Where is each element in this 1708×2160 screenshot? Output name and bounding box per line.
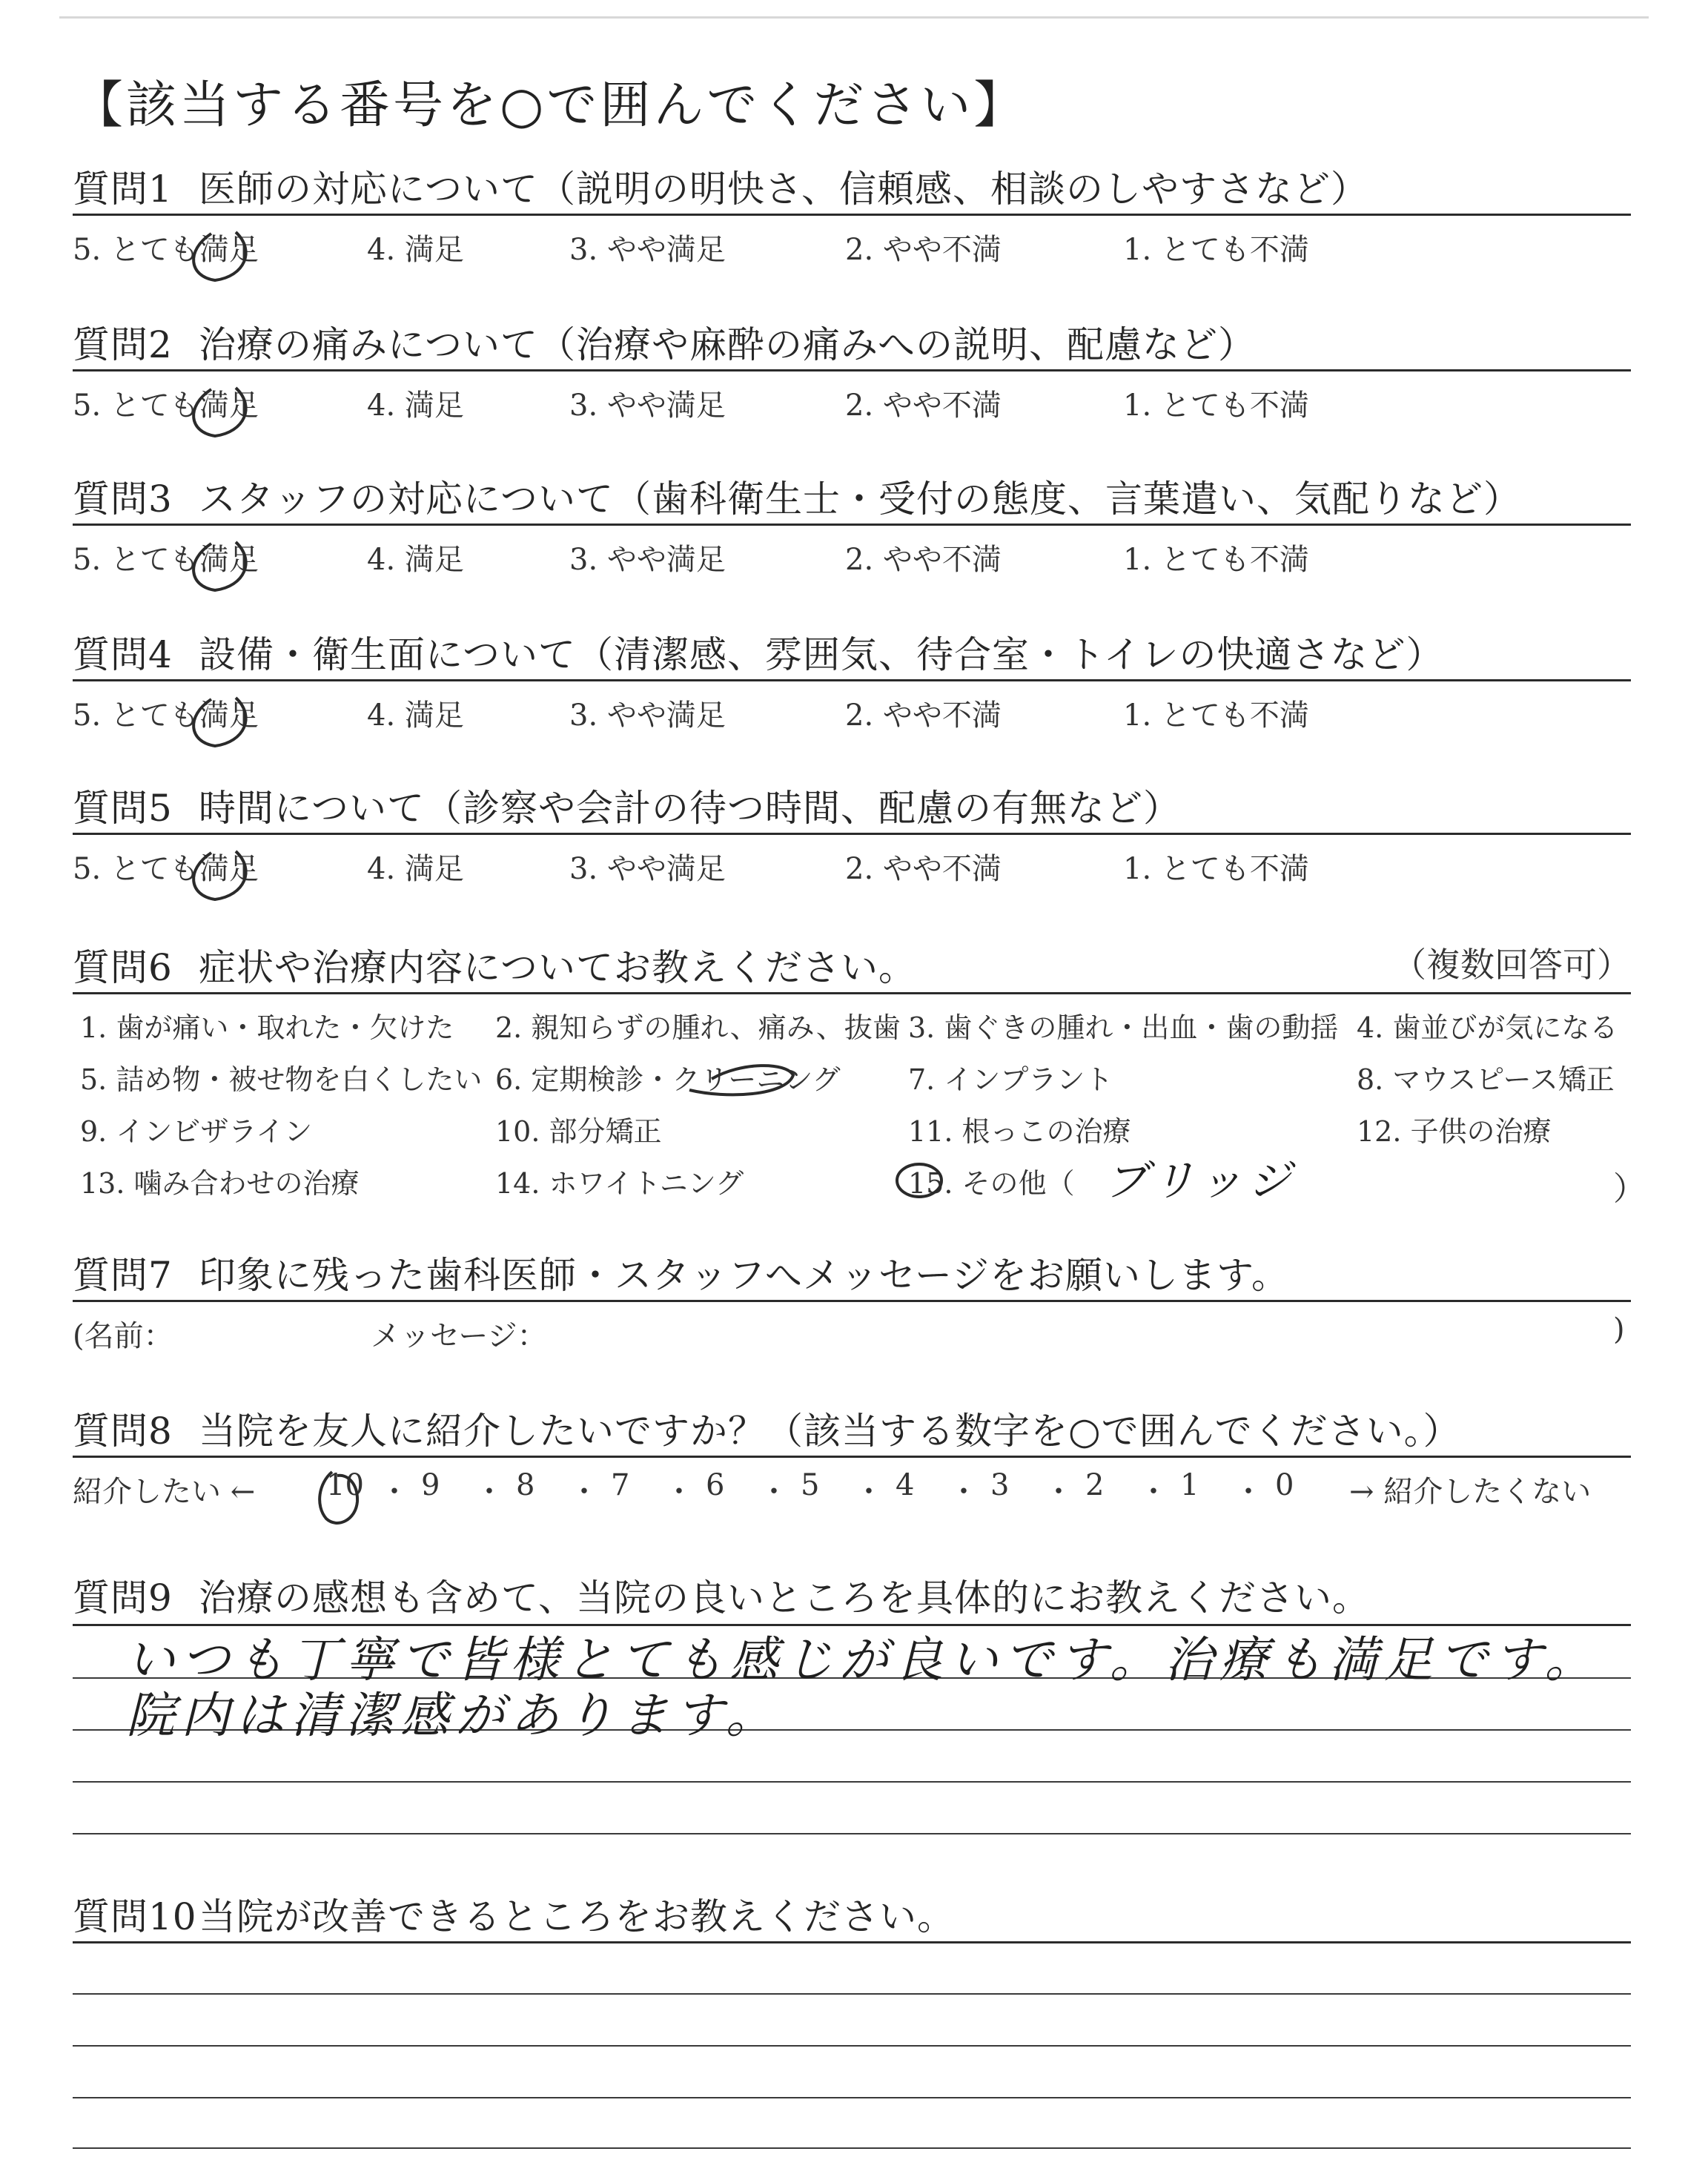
q8-scale-2[interactable]: 2: [1085, 1468, 1105, 1502]
q6-option-2[interactable]: 2. 親知らずの腫れ、痛み、抜歯: [495, 1011, 901, 1044]
q5-number: 質問5: [73, 787, 173, 830]
q8-scale-3[interactable]: 3: [990, 1468, 1010, 1502]
q1-number: 質問1: [73, 168, 173, 211]
q9-answer-line-3: [73, 1781, 1631, 1783]
q8-scale-separator: ・: [759, 1475, 789, 1509]
q5-text: 時間について（診察や会計の待つ時間、配慮の有無など）: [199, 787, 1181, 830]
q1-option-5[interactable]: 5. とても満足: [73, 233, 259, 267]
q2-number: 質問2: [73, 323, 173, 366]
q3-option-2[interactable]: 2. やや不満: [845, 543, 1002, 577]
q10-text: 当院が改善できるところをお教えください。: [199, 1895, 955, 1938]
q2-option-2[interactable]: 2. やや不満: [845, 389, 1002, 423]
q1-option-1[interactable]: 1. とても不満: [1123, 233, 1309, 267]
q4-option-5[interactable]: 5. とても満足: [73, 698, 259, 733]
q10-answer-line-4: [73, 2147, 1631, 2149]
q2-option-3[interactable]: 3. やや満足: [569, 389, 726, 423]
q8-number: 質問8: [73, 1410, 173, 1453]
q6-other-handwritten-answer: ブリッジ: [1105, 1155, 1297, 1206]
q8-scale-separator: ・: [854, 1475, 884, 1509]
q2-option-4[interactable]: 4. 満足: [367, 389, 464, 423]
q4-number: 質問4: [73, 633, 173, 676]
q9-answer-line-4: [73, 1833, 1631, 1834]
q6-option-4[interactable]: 4. 歯並びが気になる: [1357, 1011, 1618, 1044]
q7-close-paren: ): [1613, 1312, 1625, 1347]
q3-option-5[interactable]: 5. とても満足: [73, 543, 259, 577]
q6-other-close-paren: ）: [1613, 1170, 1646, 1208]
q8-scale-4[interactable]: 4: [896, 1468, 915, 1502]
q8-scale-separator: ・: [1044, 1475, 1073, 1509]
q6-multiple-note: （複数回答可）: [1392, 945, 1631, 985]
q6-option-6[interactable]: 6. 定期検診・クリーニング: [495, 1063, 841, 1096]
q6-option-7[interactable]: 7. インプラント: [908, 1063, 1113, 1096]
q8-right-label: → 紹介したくない: [1349, 1475, 1592, 1509]
q3-number: 質問3: [73, 478, 173, 521]
q10-answer-line-3: [73, 2097, 1631, 2098]
q2-text: 治療の痛みについて（治療や麻酔の痛みへの説明、配慮など）: [199, 323, 1256, 366]
q3-text: スタッフの対応について（歯科衛生士・受付の態度、言葉遣い、気配りなど）: [199, 478, 1521, 521]
q8-scale-separator: ・: [664, 1475, 694, 1509]
q7-number: 質問7: [73, 1254, 173, 1297]
q7-name-label: (名前：: [73, 1319, 173, 1353]
q8-scale-5[interactable]: 5: [801, 1468, 820, 1502]
q8-scale-separator: ・: [949, 1475, 979, 1509]
q8-left-label: 紹介したい ←: [73, 1475, 256, 1509]
q8-scale-separator: ・: [1234, 1475, 1263, 1509]
q8-scale-10[interactable]: 10: [326, 1468, 364, 1502]
q10-number: 質問10: [73, 1895, 197, 1938]
q8-scale-separator: ・: [569, 1475, 599, 1509]
q8-scale-6[interactable]: 6: [706, 1468, 725, 1502]
q8-scale-7[interactable]: 7: [611, 1468, 630, 1502]
q6-option-11[interactable]: 11. 根っこの治療: [908, 1115, 1131, 1148]
q10-rule: [73, 1941, 1631, 1943]
q5-option-1[interactable]: 1. とても不満: [1123, 852, 1309, 886]
q6-option-13[interactable]: 13. 噛み合わせの治療: [80, 1167, 360, 1200]
q6-option-14[interactable]: 14. ホワイトニング: [495, 1167, 744, 1200]
q10-answer-line-1: [73, 1993, 1631, 1995]
q1-option-2[interactable]: 2. やや不満: [845, 233, 1002, 267]
q9-handwritten-answer-line-2: 院内は清潔感があります。: [126, 1687, 781, 1744]
q8-text: 当院を友人に紹介したいですか？（該当する数字を○で囲んでください。）: [199, 1410, 1461, 1453]
q4-option-1[interactable]: 1. とても不満: [1123, 698, 1309, 733]
q2-option-5[interactable]: 5. とても満足: [73, 389, 259, 423]
q3-option-1[interactable]: 1. とても不満: [1123, 543, 1309, 577]
q5-option-2[interactable]: 2. やや不満: [845, 852, 1002, 886]
q9-text: 治療の感想も含めて、当院の良いところを具体的にお教えください。: [199, 1576, 1370, 1619]
q8-scale-separator: ・: [1139, 1475, 1168, 1509]
q1-option-3[interactable]: 3. やや満足: [569, 233, 726, 267]
q6-option-1[interactable]: 1. 歯が痛い・取れた・欠けた: [80, 1011, 454, 1044]
q1-option-4[interactable]: 4. 満足: [367, 233, 464, 267]
q6-option-3[interactable]: 3. 歯ぐきの腫れ・出血・歯の動揺: [908, 1011, 1339, 1044]
q9-number: 質問9: [73, 1576, 173, 1619]
q6-option-12[interactable]: 12. 子供の治療: [1357, 1115, 1552, 1148]
q5-option-5[interactable]: 5. とても満足: [73, 852, 259, 886]
q8-scale-separator: ・: [380, 1475, 409, 1509]
q2-option-1[interactable]: 1. とても不満: [1123, 389, 1309, 423]
q4-option-4[interactable]: 4. 満足: [367, 698, 464, 733]
q3-option-3[interactable]: 3. やや満足: [569, 543, 726, 577]
q3-option-4[interactable]: 4. 満足: [367, 543, 464, 577]
q6-option-15[interactable]: 15. その他（: [908, 1167, 1075, 1200]
q4-text: 設備・衛生面について（清潔感、雰囲気、待合室・トイレの快適さなど）: [199, 633, 1444, 676]
q9-handwritten-answer-line-1: いつも丁寧で皆様とても感じが良いです。治療も満足です。: [126, 1631, 1600, 1688]
q9-heading: [73, 1568, 1370, 1622]
q10-heading: [73, 1887, 955, 1941]
q10-answer-line-2: [73, 2045, 1631, 2047]
q8-scale-1[interactable]: 1: [1180, 1468, 1199, 1502]
q7-message-label: メッセージ：: [371, 1319, 547, 1353]
q5-option-4[interactable]: 4. 満足: [367, 852, 464, 886]
q8-scale-9[interactable]: 9: [421, 1468, 440, 1502]
q6-text: 症状や治療内容についてお教えください。: [199, 946, 916, 989]
q8-scale-0[interactable]: 0: [1275, 1468, 1294, 1502]
q4-option-3[interactable]: 3. やや満足: [569, 698, 726, 733]
q4-option-2[interactable]: 2. やや不満: [845, 698, 1002, 733]
q7-text: 印象に残った歯科医師・スタッフへメッセージをお願いします。: [199, 1254, 1289, 1297]
q5-option-3[interactable]: 3. やや満足: [569, 852, 726, 886]
q6-option-9[interactable]: 9. インビザライン: [80, 1115, 313, 1148]
q6-option-5[interactable]: 5. 詰め物・被せ物を白くしたい: [80, 1063, 483, 1096]
q8-scale-8[interactable]: 8: [516, 1468, 535, 1502]
q6-number: 質問6: [73, 946, 173, 989]
q6-option-8[interactable]: 8. マウスピース矯正: [1357, 1063, 1615, 1096]
form-instruction-title: 【該当する番号を○で囲んでください】: [73, 76, 1027, 135]
q6-option-10[interactable]: 10. 部分矯正: [495, 1115, 662, 1148]
q8-scale-separator: ・: [474, 1475, 504, 1509]
q1-text: 医師の対応について（説明の明快さ、信頼感、相談のしやすさなど）: [199, 168, 1368, 211]
